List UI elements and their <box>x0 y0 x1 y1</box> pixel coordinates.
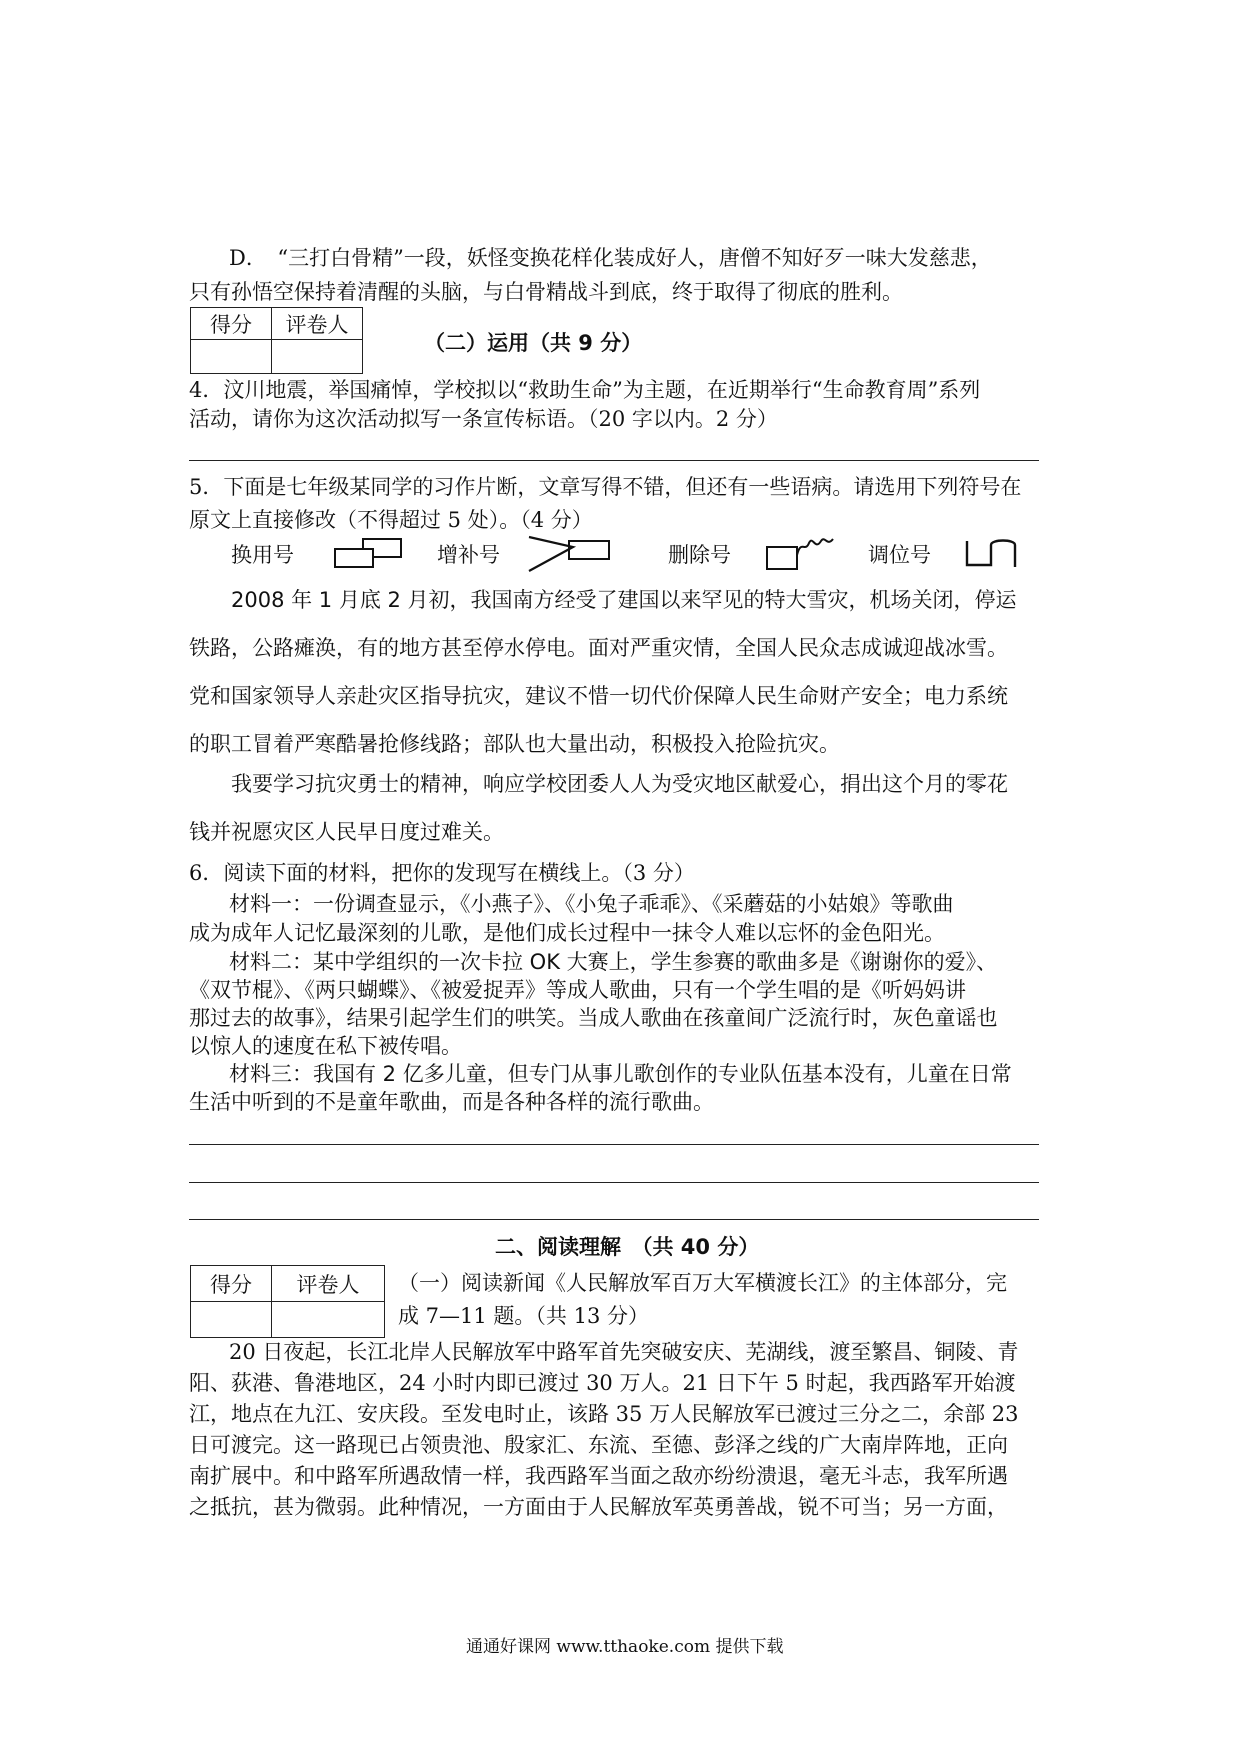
q6-material-line: 《双节棍》、《两只蝴蝶》、《被爱捉弄》等成人歌曲，只有一个学生唱的是《听妈妈讲 <box>189 978 966 1002</box>
q6-material-line: 成为成年人记忆最深刻的儿歌，是他们成长过程中一抹令人难以忘怀的金色阳光。 <box>189 921 945 945</box>
q5-passage-line: 钱并祝愿灾区人民早日度过难关。 <box>189 820 504 844</box>
q6-material-line: 以惊人的速度在私下被传唱。 <box>189 1034 462 1058</box>
grader-label: 评卷人 <box>272 1266 385 1302</box>
reading-1-passage-line: 20 日夜起，长江北岸人民解放军中路军首先突破安庆、芜湖线，渡至繁昌、铜陵、青 <box>229 1340 1019 1364</box>
q6-material-line: 生活中听到的不是童年歌曲，而是各种各样的流行歌曲。 <box>189 1090 714 1114</box>
q5-line1: 5．下面是七年级某同学的习作片断，文章写得不错，但还有一些语病。请选用下列符号在 <box>189 475 1022 499</box>
part-heading-reading: 二、阅读理解 （共 40 分） <box>495 1235 760 1259</box>
q6-material-line: 材料一：一份调查显示，《小燕子》、《小兔子乖乖》、《采蘑菇的小姑娘》等歌曲 <box>229 892 954 916</box>
q6-material-line: 材料三：我国有 2 亿多儿童，但专门从事儿歌创作的专业队伍基本没有，儿童在日常 <box>229 1062 1012 1086</box>
reading-1-passage-line: 之抵抗，甚为微弱。此种情况，一方面由于人民解放军英勇善战，锐不可当；另一方面， <box>189 1495 1008 1519</box>
q5-passage-line: 的职工冒着严寒酷暑抢修线路；部队也大量出动，积极投入抢险抗灾。 <box>189 732 840 756</box>
q6-material-line: 那过去的故事》，结果引起学生们的哄笑。当成人歌曲在孩童间广泛流行时，灰色童谣也 <box>189 1006 998 1030</box>
reading-1-passage-line: 日可渡完。这一路现已占领贵池、殷家汇、东流、至德、彭泽之线的广大南岸阵地，正向 <box>189 1433 1008 1457</box>
score-label: 得分 <box>191 308 272 340</box>
q3-option-d-line2: 只有孙悟空保持着清醒的头脑，与白骨精战斗到底，终于取得了彻底的胜利。 <box>189 280 903 304</box>
reading-1-passage-line: 江，地点在九江、安庆段。至发电时止，该路 35 万人民解放军已渡过三分之二，余部 23 <box>189 1402 1019 1426</box>
mark-label-delete: 删除号 <box>668 543 731 567</box>
q3-option-d-line1: D． “三打白骨精”一段，妖怪变换花样化装成好人，唐僧不知好歹一味大发慈悲， <box>229 246 992 270</box>
q6-answer-line <box>189 1144 1039 1145</box>
q5-line2: 原文上直接修改（不得超过 5 处）。（4 分） <box>189 508 593 532</box>
reading-1-intro-line2: 成 7—11 题。（共 13 分） <box>398 1304 650 1328</box>
q6-answer-line <box>189 1219 1039 1220</box>
grader-cell <box>272 340 363 374</box>
score-box <box>190 307 363 374</box>
q5-passage-line: 铁路，公路瘫涣，有的地方甚至停水停电。面对严重灾情，全国人民众志成诚迎战冰雪。 <box>189 636 1008 660</box>
reading-1-passage-line: 阳、荻港、鲁港地区，24 小时内即已渡过 30 万人。21 日下午 5 时起，我西路军开始渡 <box>189 1371 1016 1395</box>
score-box <box>190 1265 385 1338</box>
section-heading-application: （二）运用（共 9 分） <box>424 331 643 355</box>
footer-download-note: 通通好课网 www.tthaoke.com 提供下载 <box>466 1637 784 1657</box>
reading-1-passage-line: 南扩展中。和中路军所遇敌情一样，我西路军当面之敌亦纷纷溃退，毫无斗志，我军所遇 <box>189 1464 1008 1488</box>
score-cell <box>191 340 272 374</box>
delete-mark-icon <box>765 533 837 573</box>
q5-passage-line: 2008 年 1 月底 2 月初，我国南方经受了建国以来罕见的特大雪灾，机场关闭，停运 <box>231 588 1017 612</box>
reading-1-intro-line1: （一）阅读新闻《人民解放军百万大军横渡长江》的主体部分，完 <box>398 1271 1007 1295</box>
score-cell <box>191 1302 272 1338</box>
q4-line2: 活动，请你为这次活动拟写一条宣传标语。（20 字以内。2 分） <box>189 407 778 431</box>
grader-cell <box>272 1302 385 1338</box>
mark-label-transpose: 调位号 <box>868 543 931 567</box>
grader-label: 评卷人 <box>272 308 363 340</box>
replace-mark-icon <box>333 535 405 571</box>
q5-passage-line: 党和国家领导人亲赴灾区指导抗灾，建议不惜一切代价保障人民生命财产安全；电力系统 <box>189 684 1008 708</box>
transpose-mark-icon <box>963 535 1023 571</box>
score-label: 得分 <box>191 1266 272 1302</box>
q6-material-line: 材料二：某中学组织的一次卡拉 OK 大赛上，学生参赛的歌曲多是《谢谢你的爱》、 <box>229 950 998 974</box>
q6-answer-line <box>189 1182 1039 1183</box>
q5-passage-line: 我要学习抗灾勇士的精神，响应学校团委人人为受灾地区献爱心，捐出这个月的零花 <box>231 772 1008 796</box>
q4-answer-line <box>189 460 1039 461</box>
q4-line1: 4．汶川地震，举国痛悼，学校拟以“救助生命”为主题，在近期举行“生命教育周”系列 <box>189 378 981 402</box>
insert-mark-icon <box>525 533 615 573</box>
q6-prompt: 6．阅读下面的材料，把你的发现写在横线上。（3 分） <box>189 861 695 885</box>
mark-label-insert: 增补号 <box>437 543 500 567</box>
mark-label-replace: 换用号 <box>231 543 294 567</box>
